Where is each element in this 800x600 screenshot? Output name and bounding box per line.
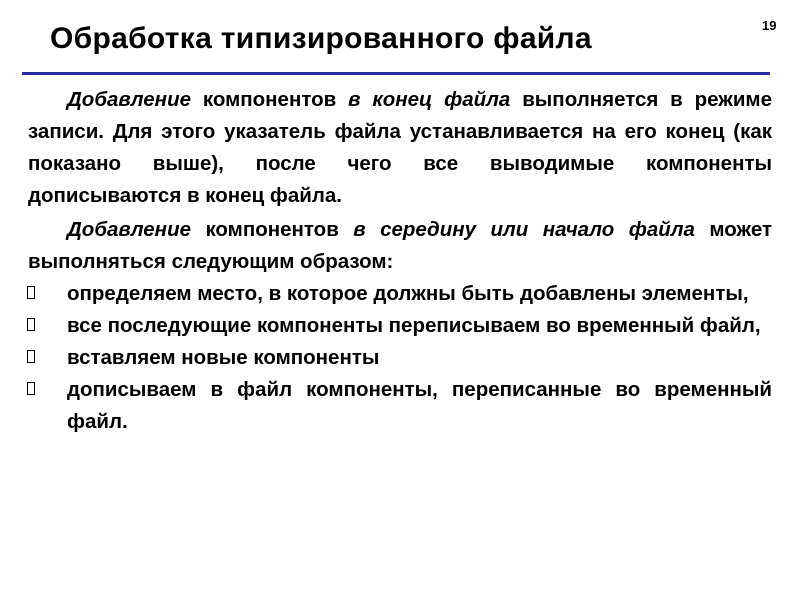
paragraph-insert-middle bbox=[0, 214, 800, 278]
list-item bbox=[0, 374, 800, 438]
slide-title: Обработка типизированного файла bbox=[50, 22, 592, 55]
paragraph-emphasis: в конец файла bbox=[348, 88, 511, 111]
list-item-text: дописываем в файл компоненты, переписанные во временный файл. bbox=[67, 378, 772, 433]
paragraph-text: компонентов bbox=[191, 88, 349, 111]
list-item-text: вставляем новые компоненты bbox=[67, 346, 380, 369]
slide-content bbox=[0, 84, 800, 438]
paragraph-text: выполняется в режиме записи. Для этого указатель файла устанавливается на его конец (как показано выше), после чего все выводимые компоненты дописываются в конец файла. bbox=[28, 88, 772, 207]
list-item-text: все последующие компоненты переписываем во временный файл, bbox=[67, 314, 761, 337]
paragraph-append-end bbox=[0, 84, 800, 212]
paragraph-emphasis: в середину или начало файла bbox=[353, 218, 695, 241]
title-divider bbox=[22, 72, 770, 75]
list-item bbox=[0, 342, 800, 374]
square-bullet-icon bbox=[27, 382, 35, 395]
square-bullet-icon bbox=[27, 286, 35, 299]
paragraph-text: компонентов bbox=[191, 218, 354, 241]
slide-number: 19 bbox=[762, 18, 777, 33]
square-bullet-icon bbox=[27, 318, 35, 331]
square-bullet-icon bbox=[27, 350, 35, 363]
list-item bbox=[0, 278, 800, 310]
paragraph-lead: Добавление bbox=[67, 218, 191, 241]
paragraph-lead: Добавление bbox=[67, 88, 191, 111]
list-item-text: определяем место, в которое должны быть добавлены элементы, bbox=[67, 282, 749, 305]
list-item bbox=[0, 310, 800, 342]
steps-list bbox=[0, 278, 800, 438]
paragraph-text: может выполняться следующим образом: bbox=[28, 218, 772, 273]
